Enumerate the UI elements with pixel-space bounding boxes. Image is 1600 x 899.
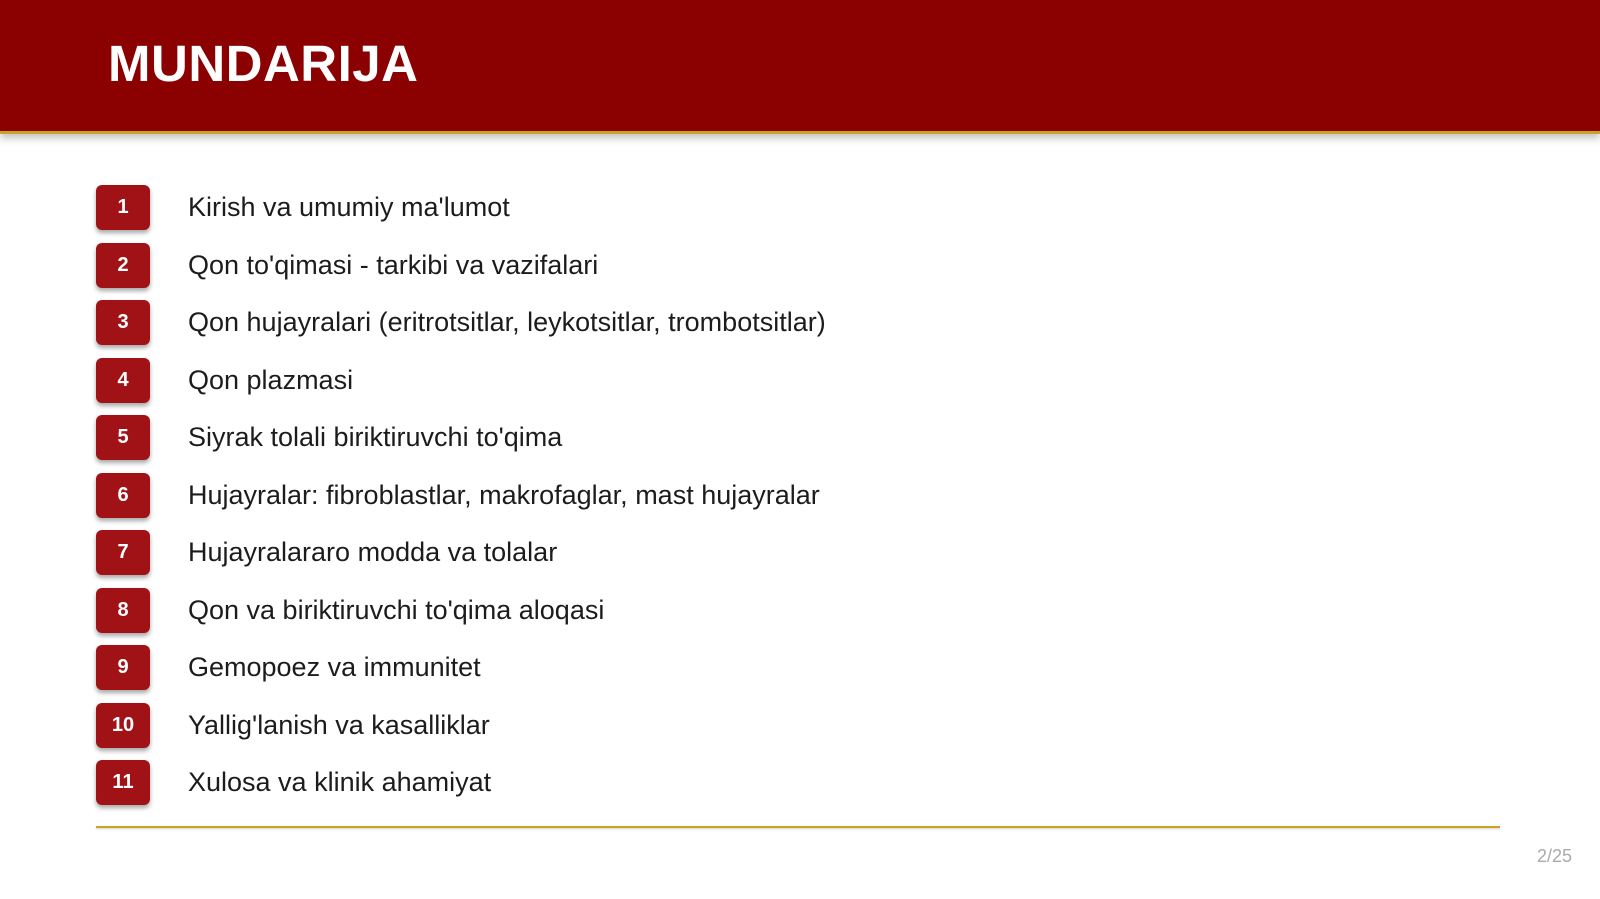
header-banner (0, 0, 1600, 134)
toc-item-label: Yallig'lanish va kasalliklar (188, 709, 490, 740)
toc-item-9[interactable] (96, 639, 826, 697)
toc-item-11[interactable] (96, 754, 826, 812)
toc-number-badge: 1 (96, 185, 150, 230)
toc-item-3[interactable] (96, 294, 826, 352)
toc-number-badge: 5 (96, 415, 150, 460)
footer-divider (96, 826, 1500, 828)
toc-number-badge: 4 (96, 358, 150, 403)
toc-number-badge: 3 (96, 300, 150, 345)
toc-item-label: Kirish va umumiy ma'lumot (188, 192, 510, 223)
toc-number-badge: 9 (96, 645, 150, 690)
toc-item-label: Qon hujayralari (eritrotsitlar, leykotsitlar, trombotsitlar) (188, 307, 826, 338)
toc-item-label: Qon plazmasi (188, 364, 354, 395)
page-number: 2/25 (1536, 846, 1572, 866)
toc-number-badge: 8 (96, 588, 150, 633)
toc-item-label: Hujayralar: fibroblastlar, makrofaglar, mast hujayralar (188, 479, 820, 510)
page-title: MUNDARIJA (108, 35, 419, 92)
toc-item-label: Gemopoez va immunitet (188, 652, 481, 683)
toc-item-10[interactable] (96, 697, 826, 755)
toc-number-badge: 10 (96, 703, 150, 748)
toc-item-5[interactable] (96, 409, 826, 467)
toc-number-badge: 6 (96, 473, 150, 518)
toc-item-label: Qon to'qimasi - tarkibi va vazifalari (188, 249, 599, 280)
toc-item-2[interactable] (96, 237, 826, 295)
toc-item-label: Hujayralararo modda va tolalar (188, 537, 558, 568)
toc-item-8[interactable] (96, 582, 826, 640)
toc-number-badge: 11 (96, 760, 150, 805)
toc-item-4[interactable] (96, 352, 826, 410)
toc-item-7[interactable] (96, 524, 826, 582)
toc-number-badge: 7 (96, 530, 150, 575)
table-of-contents (96, 179, 826, 812)
toc-item-6[interactable] (96, 467, 826, 525)
toc-item-1[interactable] (96, 179, 826, 237)
toc-number-badge: 2 (96, 243, 150, 288)
toc-item-label: Qon va biriktiruvchi to'qima aloqasi (188, 594, 605, 625)
toc-item-label: Siyrak tolali biriktiruvchi to'qima (188, 422, 563, 453)
toc-item-label: Xulosa va klinik ahamiyat (188, 767, 492, 798)
